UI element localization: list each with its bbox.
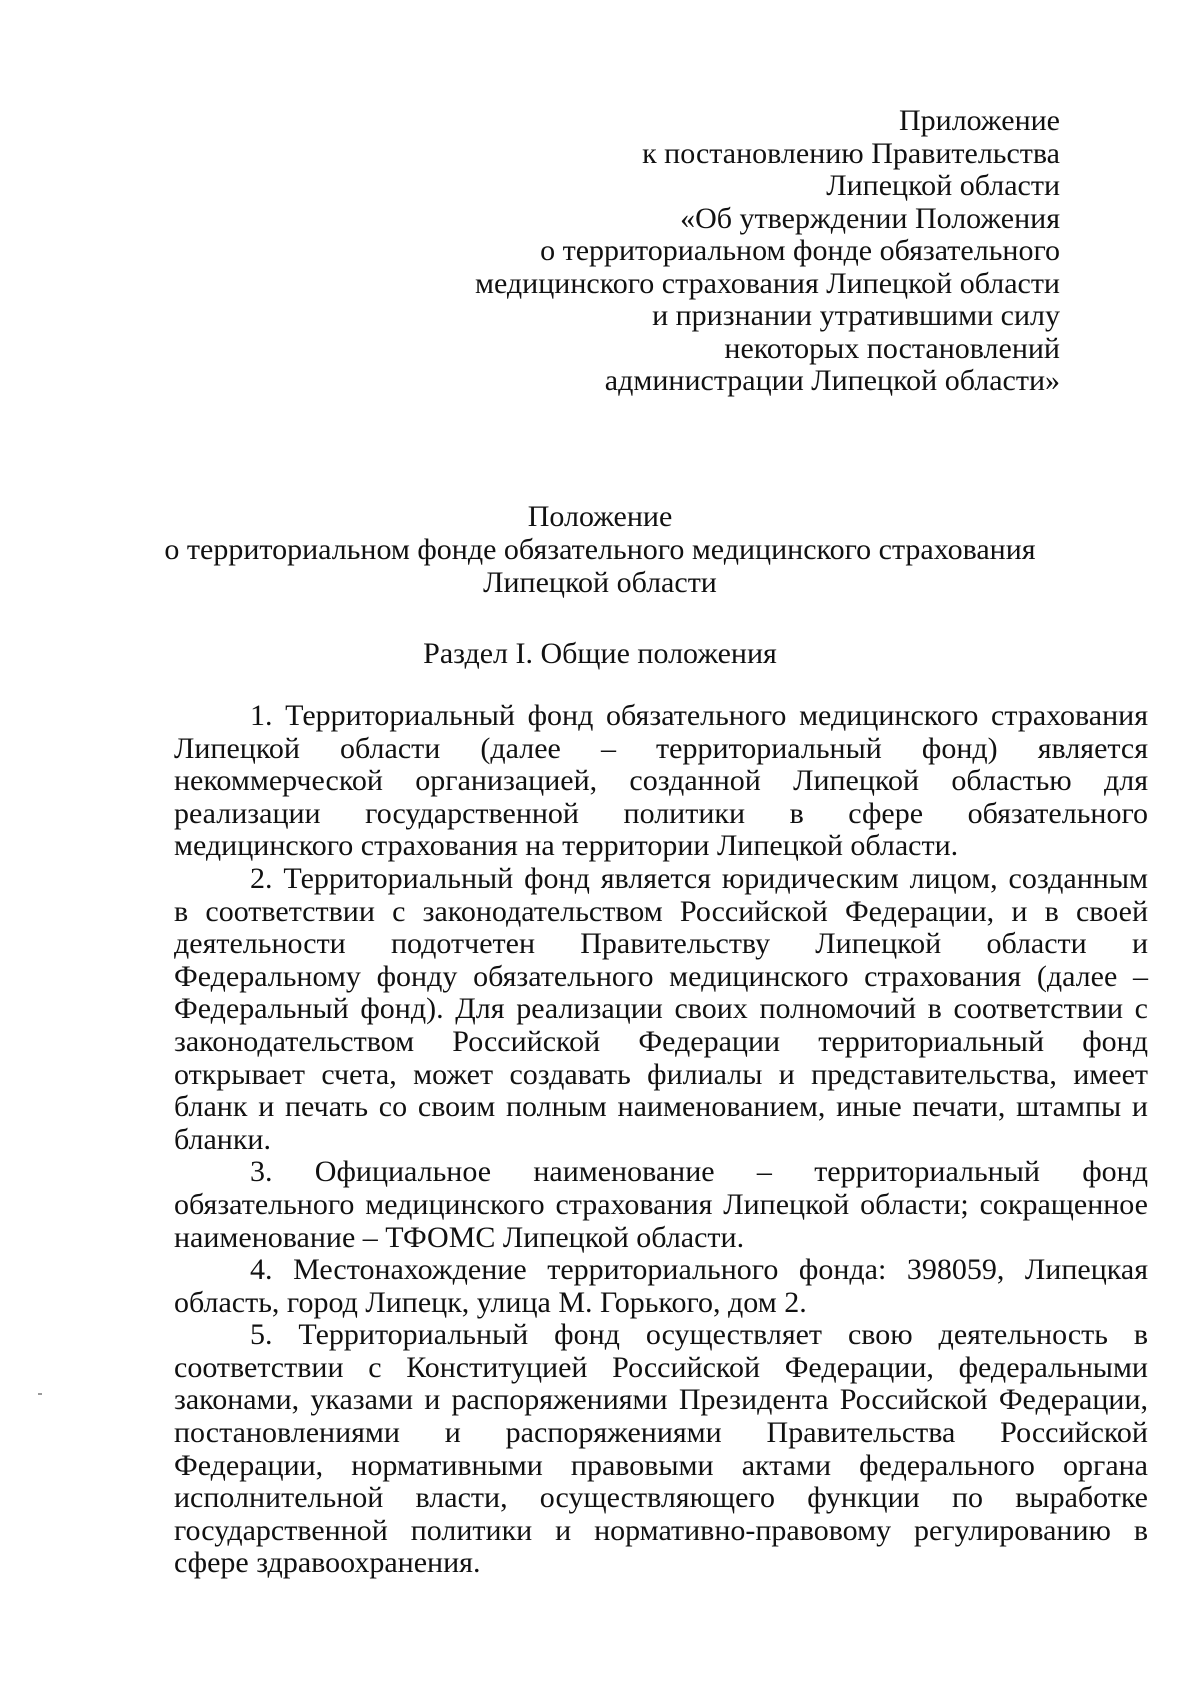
section-heading: Раздел I. Общие положения xyxy=(423,637,777,670)
paragraph-4: 4. Местонахождение территориального фонда: 398059, Липецкая область, город Липецк, улица М. Горького, дом 2. xyxy=(174,1253,1148,1319)
appendix-line: к постановлению Правительства xyxy=(642,136,1060,170)
appendix-line: о территориальном фонде обязательного xyxy=(540,234,1060,267)
appendix-line: и признании утратившими силу xyxy=(652,299,1060,332)
appendix-line: «Об утверждении Положения xyxy=(680,201,1060,235)
title-line: о территориальном фонде обязательного медицинского страхования xyxy=(164,533,1036,566)
title-line: Положение xyxy=(527,500,673,533)
appendix-line: администрации Липецкой области» xyxy=(604,364,1060,397)
body-text xyxy=(174,700,1148,1580)
scan-artifact xyxy=(38,1393,42,1395)
paragraph-1: 1. Территориальный фонд обязательного медицинского страхования Липецкой области (далее – территориальный фонд) является некоммерческой организацией, созданной Липецкой областью для реализации государственной политики в сфере обязательного медицинского страхования на территории Липецкой области. xyxy=(174,699,1148,863)
appendix-line: некоторых постановлений xyxy=(724,331,1060,365)
appendix-line: медицинского страхования Липецкой области xyxy=(475,266,1060,300)
appendix-line: Приложение xyxy=(898,104,1060,137)
document-title xyxy=(0,500,1200,599)
paragraph-5: 5. Территориальный фонд осуществляет свою деятельность в соответствии с Конституцией Российской Федерации, федеральными законами, указами и распоряжениями Президента Российской Федерации, постановлениями и распоряжениями Правительства Российской Федерации, нормативными правовыми актами федерального органа исполнительной власти, осуществляющего функции по выработке государственной политики и нормативно-правовому регулированию в сфере здравоохранения. xyxy=(174,1318,1148,1580)
appendix-block xyxy=(460,105,1060,398)
appendix-line: Липецкой области xyxy=(826,169,1060,202)
paragraph-3: 3. Официальное наименование – территориальный фонд обязательного медицинского страхования Липецкой области; сокращенное наименование – ТФОМС Липецкой области. xyxy=(174,1155,1148,1254)
title-line: Липецкой области xyxy=(483,566,717,599)
paragraph-2: 2. Территориальный фонд является юридическим лицом, созданным в соответствии с законодательством Российской Федерации, и в своей деятельности подотчетен Правительству Липецкой области и Федеральному фонду обязательного медицинского страхования (далее – Федеральный фонд). Для реализации своих полномочий в соответствии с законодательством Российской Федерации территориальный фонд открывает счета, может создавать филиалы и представительства, имеет бланк и печать со своим полным наименованием, иные печати, штампы и бланки. xyxy=(174,861,1148,1156)
